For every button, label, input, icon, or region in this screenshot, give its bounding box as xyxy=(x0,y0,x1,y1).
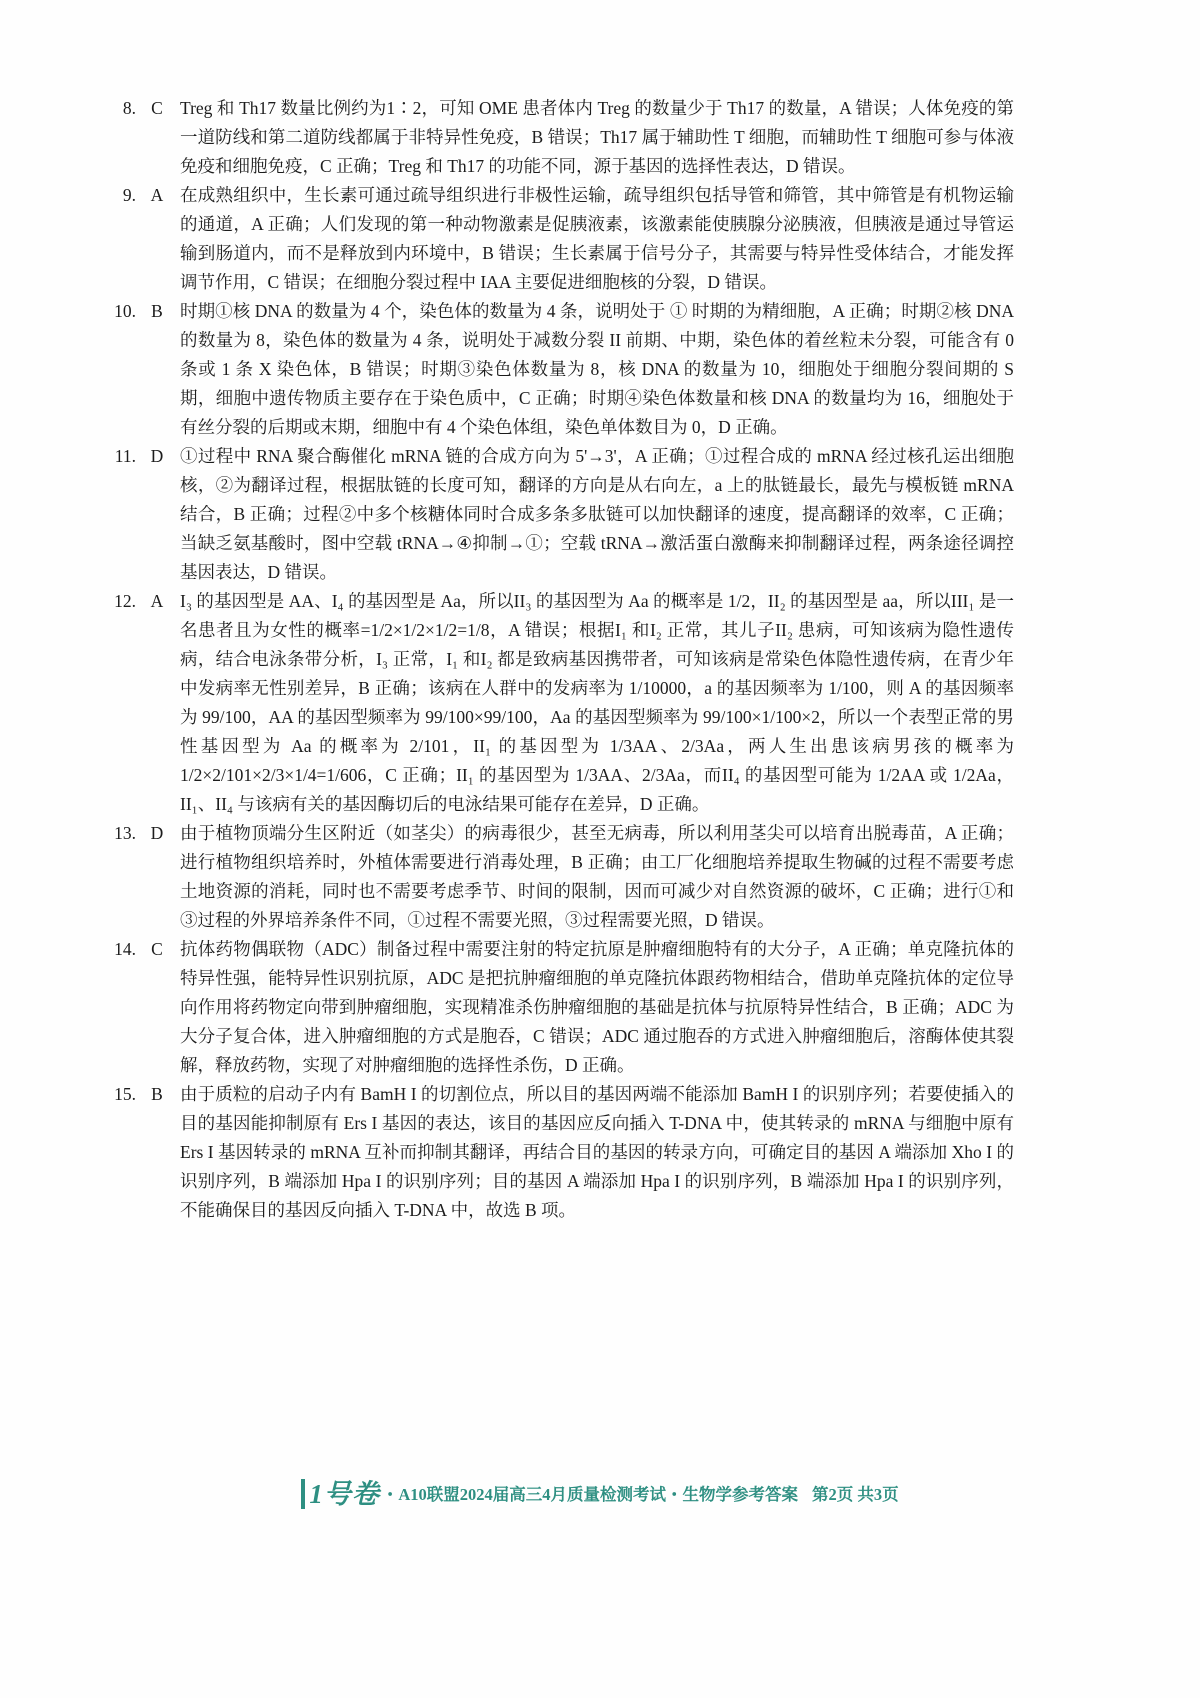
answer-item xyxy=(100,935,1014,1080)
answer-letter: B xyxy=(151,301,163,321)
question-number: 8. xyxy=(122,98,136,118)
answer-item xyxy=(100,819,1014,935)
answer-item xyxy=(100,297,1014,442)
question-number: 11. xyxy=(114,446,136,466)
explanation-text: ①过程中 RNA 聚合酶催化 mRNA 链的合成方向为 5'→3'，A 正确；①过程合成的 mRNA 经过核孔运出细胞核，②为翻译过程，根据肽链的长度可知，翻译的方向是从右向左，a 上的肽链最长，最先与模板链 mRNA 结合，B 正确；过程②中多个核糖体同时合成多条多肽链可以加快翻译的速度，提高翻译的效率，C 正确；当缺乏氨基酸时，图中空载 tRNA→④抑制→①；空载 tRNA→激活蛋白激酶来抑制翻译过程，两条途径调控基因表达，D 错误。 xyxy=(180,446,1014,582)
question-number: 13. xyxy=(114,823,136,843)
answer-letter: B xyxy=(151,1084,163,1104)
footer-text: ・A10联盟2024届高三4月质量检测考试・生物学参考答案 xyxy=(381,1485,799,1504)
answer-item xyxy=(100,1080,1014,1225)
page-indicator: 第2页 共3页 xyxy=(812,1485,899,1504)
brand-logo: 1号卷 xyxy=(301,1479,380,1509)
answer-explanations xyxy=(100,94,1014,1225)
answer-letter: A xyxy=(150,591,164,611)
question-number: 9. xyxy=(122,185,136,205)
answer-letter: D xyxy=(150,446,164,466)
explanation-text: 在成熟组织中，生长素可通过疏导组织进行非极性运输，疏导组织包括导管和筛管，其中筛管是有机物运输的通道，A 正确；人们发现的第一种动物激素是促胰液素，该激素能使胰腺分泌胰液，但胰液是通过导管运输到肠道内，而不是释放到内环境中，B 错误；生长素属于信号分子，其需要与特异性受体结合，才能发挥调节作用，C 错误；在细胞分裂过程中 IAA 主要促进细胞核的分裂，D 错误。 xyxy=(180,185,1014,292)
question-number: 14. xyxy=(114,939,136,959)
answer-item xyxy=(100,94,1014,181)
answer-item xyxy=(100,181,1014,297)
answer-letter: A xyxy=(150,185,164,205)
explanation-text: 抗体药物偶联物（ADC）制备过程中需要注射的特定抗原是肿瘤细胞特有的大分子，A 正确；单克隆抗体的特异性强，能特异性识别抗原，ADC 是把抗肿瘤细胞的单克隆抗体跟药物相结合，借助单克隆抗体的定位导向作用将药物定向带到肿瘤细胞，实现精准杀伤肿瘤细胞的基础是抗体与抗原特异性结合，B 正确；ADC 为大分子复合体，进入肿瘤细胞的方式是胞吞，C 错误；ADC 通过胞吞的方式进入肿瘤细胞后，溶酶体使其裂解，释放药物，实现了对肿瘤细胞的选择性杀伤，D 正确。 xyxy=(180,939,1014,1075)
page-footer xyxy=(0,1472,1200,1511)
explanation-text: 时期①核 DNA 的数量为 4 个，染色体的数量为 4 条，说明处于 ① 时期的为精细胞，A 正确；时期②核 DNA 的数量为 8，染色体的数量为 4 条，说明处于减数分裂 II 前期、中期，染色体的着丝粒未分裂，可能含有 0 条或 1 条 X 染色体，B 错误；时期③染色体数量为 8，核 DNA 的数量为 10，细胞处于细胞分裂间期的 S 期，细胞中遗传物质主要存在于染色质中，C 正确；时期④染色体数量和核 DNA 的数量均为 16，细胞处于有丝分裂的后期或末期，细胞中有 4 个染色体组，染色单体数目为 0，D 正确。 xyxy=(180,301,1014,437)
answer-item xyxy=(100,442,1014,587)
answer-item xyxy=(100,587,1014,819)
answer-letter: C xyxy=(151,98,163,118)
question-number: 10. xyxy=(114,301,136,321)
explanation-text: I₃ 的基因型是 AA、I₄ 的基因型是 Aa，所以II₃ 的基因型为 Aa 的概率是 1/2，II₂ 的基因型是 aa，所以III₁ 是一名患者且为女性的概率=1/2×1/2×1/2=1/8，A 错误；根据I₁ 和I₂ 正常，其儿子II₂ 患病，可知该病为隐性遗传病，结合电泳条带分析，I₃ 正常，I₁ 和I₂ 都是致病基因携带者，可知该病是常染色体隐性遗传病，在青少年中发病率无性别差异，B 正确；该病在人群中的发病率为 1/10000，a 的基因频率为 1/100，则 A 的基因频率为 99/100，AA 的基因型频率为 99/100×99/100，Aa 的基因型频率为 99/100×1/100×2，所以一个表型正常的男性基因型为 Aa 的概率为 2/101，II₁ 的基因型为 1/3AA、2/3Aa，两人生出患该病男孩的概率为 1/2×2/101×2/3×1/4=1/606，C 正确；II₁ 的基因型为 1/3AA、2/3Aa，而II₄ 的基因型可能为 1/2AA 或 1/2Aa，II₁、II₄ 与该病有关的基因酶切后的电泳结果可能存在差异，D 正确。 xyxy=(180,591,1014,814)
question-number: 15. xyxy=(114,1084,136,1104)
explanation-text: 由于植物顶端分生区附近（如茎尖）的病毒很少，甚至无病毒，所以利用茎尖可以培育出脱毒苗，A 正确；进行植物组织培养时，外植体需要进行消毒处理，B 正确；由工厂化细胞培养提取生物碱的过程不需要考虑土地资源的消耗，同时也不需要考虑季节、时间的限制，因而可减少对自然资源的破坏，C 正确；进行①和③过程的外界培养条件不同，①过程不需要光照，③过程需要光照，D 错误。 xyxy=(180,823,1014,930)
explanation-text: 由于质粒的启动子内有 BamH I 的切割位点，所以目的基因两端不能添加 BamH I 的识别序列；若要使插入的目的基因能抑制原有 Ers I 基因的表达，该目的基因应反向插入 T-DNA 中，使其转录的 mRNA 与细胞中原有 Ers I 基因转录的 mRNA 互补而抑制其翻译，再结合目的基因的转录方向，可确定目的基因 A 端添加 Xho I 的识别序列，B 端添加 Hpa I 的识别序列；目的基因 A 端添加 Hpa I 的识别序列，B 端添加 Hpa I 的识别序列，不能确保目的基因反向插入 T-DNA 中，故选 B 项。 xyxy=(180,1084,1014,1220)
explanation-text: Treg 和 Th17 数量比例约为1∶2，可知 OME 患者体内 Treg 的数量少于 Th17 的数量，A 错误；人体免疫的第一道防线和第二道防线都属于非特异性免疫，B 错误；Th17 属于辅助性 T 细胞，而辅助性 T 细胞可参与体液免疫和细胞免疫，C 正确；Treg 和 Th17 的功能不同，源于基因的选择性表达，D 错误。 xyxy=(180,98,1014,176)
question-number: 12. xyxy=(114,591,136,611)
answer-letter: C xyxy=(151,939,163,959)
answer-letter: D xyxy=(150,823,164,843)
